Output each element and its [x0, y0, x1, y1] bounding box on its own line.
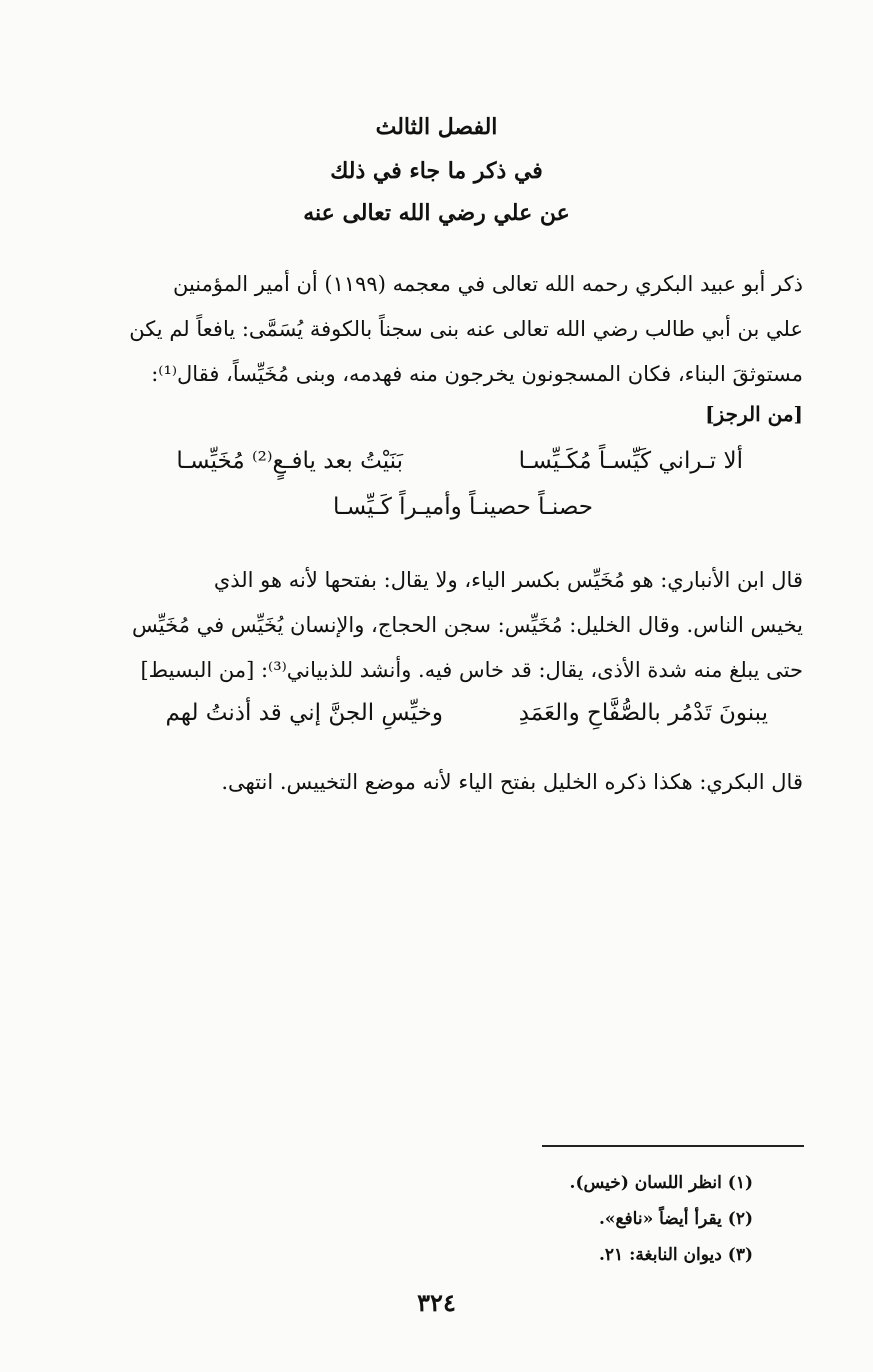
footnote-divider [542, 1145, 804, 1147]
paragraph-1 [51, 262, 803, 397]
paragraph-1-line-2: علي بن أبي طالب رضي الله تعالى عنه بنى سجناً بالكوفة يُسَمَّى: يافعاً لم يكن [129, 317, 803, 341]
paragraph-1-line-1: ذكر أبو عبيد البكري رحمه الله تعالى في معجمه (١١٩٩) أن أمير المؤمنين [172, 272, 803, 296]
chapter-subtitle-1: في ذكر ما جاء في ذلك [330, 158, 543, 184]
footnotes [570, 1165, 753, 1273]
page-number: ٣٢٤ [417, 1288, 456, 1317]
verse-1-hemistich-1: ألا تـراني كَيِّسـاً مُكَـيِّسـا [518, 448, 743, 474]
verse-1-hemistich-2: بَنَيْتُ بعد يافـعٍ⁽²⁾ مُخَيِّسـا [176, 448, 403, 474]
paragraph-3 [51, 760, 803, 805]
footnote-1: (١) انظر اللسان (خيس). [569, 1173, 753, 1193]
paragraph-1-line-3: مستوثقَ البناء، فكان المسجونون يخرجون منه فهدمه، وبنى مُخَيِّساً، فقال⁽¹⁾: [151, 362, 803, 386]
verse-2-hemistich-2: يبنونَ تَدْمُر بالصُّفَّاحِ والعَمَدِ [518, 700, 768, 726]
footnote-3: (٣) ديوان النابغة: ٢١. [599, 1245, 753, 1265]
chapter-subtitle-2: عن علي رضي الله تعالى عنه [303, 200, 570, 226]
verse-2-hemistich-1: وخيِّسِ الجنَّ إني قد أذنتُ لهم [165, 700, 443, 726]
paragraph-2 [51, 558, 803, 693]
chapter-title: الفصل الثالث [375, 114, 498, 140]
verse-1-line-2: حصنـاً حصينـاً وأميـراً كَـيِّسـا [332, 494, 593, 520]
paragraph-2-line-1: قال ابن الأنباري: هو مُخَيِّس بكسر الياء، ولا يقال: بفتحها لأنه هو الذي [213, 568, 803, 592]
meter-label-rajaz: [من الرجز] [705, 402, 803, 426]
footnote-2: (٢) يقرأ أيضاً «نافع». [598, 1209, 753, 1229]
paragraph-2-line-2: يخيس الناس. وقال الخليل: مُخَيِّس: سجن الحجاج، والإنسان يُخَيِّس في مُخَيِّس [132, 613, 803, 637]
paragraph-2-line-3: حتى يبلغ منه شدة الأذى، يقال: قد خاس فيه. وأنشد للذبياني⁽³⁾: [من البسيط] [140, 658, 803, 682]
paragraph-3-line-1: قال البكري: هكذا ذكره الخليل بفتح الياء لأنه موضع التخييس. انتهى. [221, 770, 803, 794]
